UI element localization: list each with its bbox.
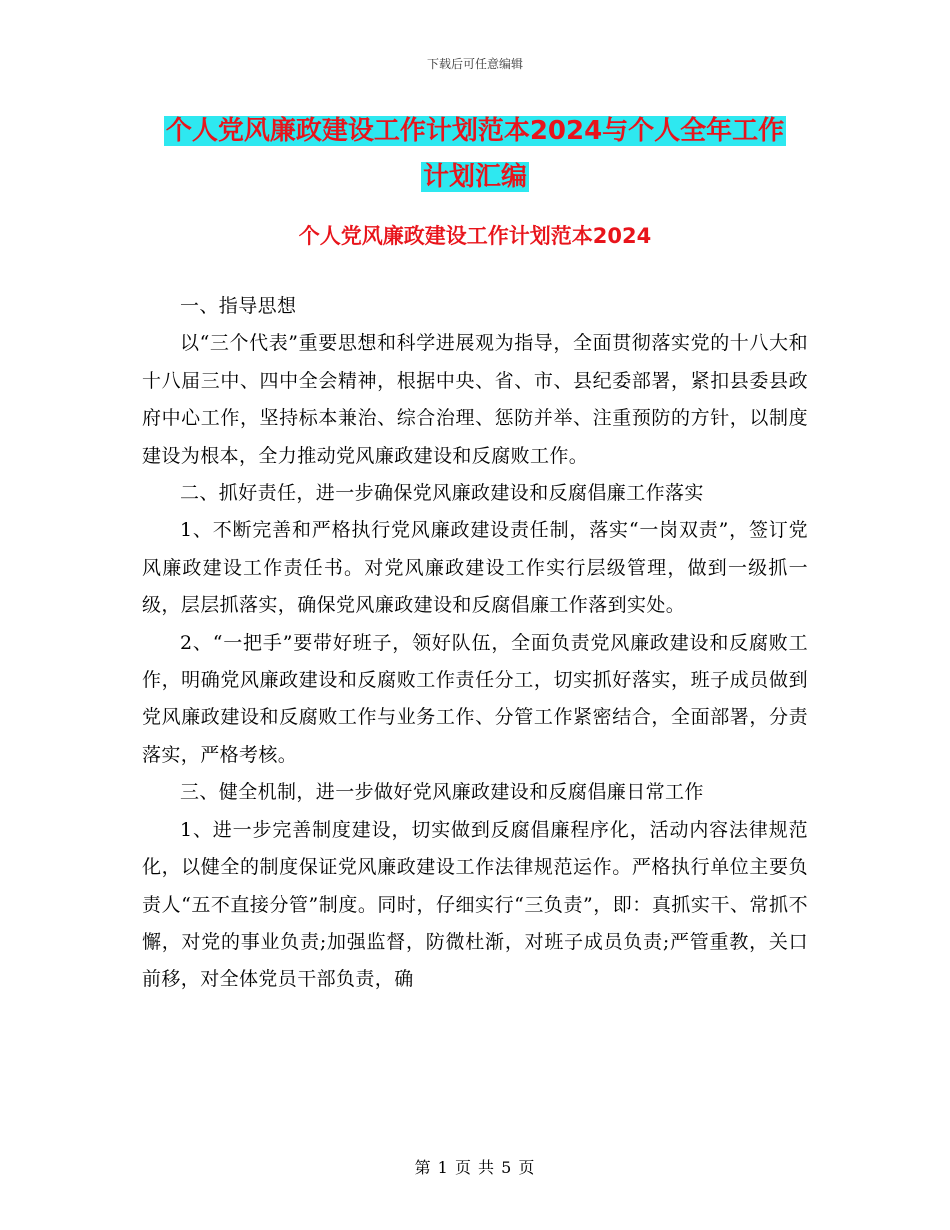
paragraph-heading-guiding-thought: 一、指导思想 (180, 295, 297, 317)
document-title (100, 108, 850, 200)
paragraph-heading-mechanism: 三、健全机制，进一步做好党风廉政建设和反腐倡廉日常工作 (180, 781, 704, 804)
paragraph-heading-responsibility: 二、抓好责任，进一步确保党风廉政建设和反腐倡廉工作落实 (180, 482, 704, 505)
header-note: 下载后可任意编辑 (426, 57, 523, 71)
paragraph: 1、不断完善和严格执行党风廉政建设责任制，落实“一岗双责”，签订党风廉政建设工作责任书。对党风廉政建设工作实行层级管理，做到一级抓一级，层层抓落实，确保党风廉政建设和反腐倡廉工作落到实处。 (142, 519, 808, 617)
paragraph: 1、进一步完善制度建设，切实做到反腐倡廉程序化，活动内容法律规范化，以健全的制度保证党风廉政建设工作法律规范运作。严格执行单位主要负责人“五不直接分管”制度。同时，仔细实行“三负责”，即：真抓实干、常抓不懈，对党的事业负责;加强监督，防微杜渐，对班子成员负责;严管重教，关口前移，对全体党员干部负责，确 (142, 818, 808, 991)
paragraph: 2、“一把手”要带好班子，领好队伍，全面负责党风廉政建设和反腐败工作，明确党风廉政建设和反腐败工作责任分工，切实抓好落实，班子成员做到党风廉政建设和反腐败工作与业务工作、分管工作紧密结合，全面部署，分责落实，严格考核。 (142, 631, 808, 766)
paragraph: 以“三个代表”重要思想和科学进展观为指导，全面贯彻落实党的十八大和十八届三中、四中全会精神，根据中央、省、市、县纪委部署，紧扣县委县政府中心工作，坚持标本兼治、综合治理、惩防并举、注重预防的方针，以制度建设为根本，全力推动党风廉政建设和反腐败工作。 (142, 332, 808, 467)
body-text (142, 288, 808, 999)
page-footer: 第 1 页 共 5 页 (414, 1158, 536, 1177)
document-title-line-1: 个人党风廉政建设工作计划范本2024与个人全年工作 (165, 116, 785, 146)
document-title-line-2: 计划汇编 (422, 162, 527, 192)
section-title: 个人党风廉政建设工作计划范本2024 (298, 224, 652, 248)
